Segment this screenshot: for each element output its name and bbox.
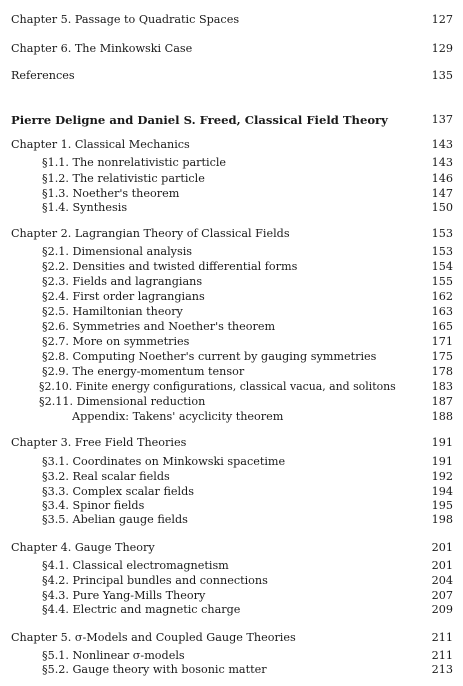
section-entry[interactable] (0, 364, 463, 380)
section-page: 155 (431, 275, 453, 288)
section-page: 162 (431, 290, 453, 303)
chapter-entry[interactable] (0, 226, 463, 242)
section-title: §2.1. Dimensional analysis (42, 245, 193, 258)
section-title: §2.7. More on symmetries (42, 335, 190, 348)
chapter-entry[interactable] (0, 137, 463, 153)
section-entry[interactable] (0, 259, 463, 275)
appendix-page: 188 (431, 410, 453, 423)
section-page: 147 (431, 187, 453, 200)
section-title: §1.3. Noether's theorem (42, 187, 180, 200)
section-page: 143 (431, 156, 453, 169)
section-page: 201 (431, 559, 453, 572)
part-heading[interactable] (0, 112, 463, 128)
part-page: 137 (431, 113, 453, 126)
section-title: §1.1. The nonrelativistic particle (42, 156, 227, 169)
section-entry[interactable] (0, 274, 463, 290)
section-page: 198 (431, 513, 453, 526)
section-page: 150 (431, 201, 453, 214)
section-page: 204 (431, 574, 453, 587)
toc-entry[interactable] (0, 68, 463, 84)
section-entry[interactable] (0, 155, 463, 171)
section-page: 175 (431, 350, 453, 363)
section-entry[interactable] (0, 379, 463, 395)
section-page: 163 (431, 305, 453, 318)
section-page: 171 (431, 335, 453, 348)
section-page: 191 (431, 455, 453, 468)
section-page: 183 (431, 380, 453, 393)
section-page: 211 (431, 649, 453, 662)
section-entry[interactable] (0, 304, 463, 320)
section-title: §3.2. Real scalar fields (42, 470, 170, 483)
section-page: 178 (431, 365, 453, 378)
section-page: 207 (431, 589, 453, 602)
chapter-title: Chapter 4. Gauge Theory (11, 541, 155, 554)
toc-entry-page: 127 (431, 13, 453, 26)
part-title: Pierre Deligne and Daniel S. Freed, Classical Field Theory (11, 113, 388, 127)
chapter-entry[interactable] (0, 540, 463, 556)
section-entry[interactable] (0, 244, 463, 260)
section-title: §4.2. Principal bundles and connections (42, 574, 268, 587)
chapter-entry[interactable] (0, 435, 463, 451)
section-entry[interactable] (0, 558, 463, 574)
toc-entry-page: 135 (431, 69, 453, 82)
section-entry[interactable] (0, 512, 463, 528)
section-entry[interactable] (0, 469, 463, 485)
section-title: §2.11. Dimensional reduction (39, 395, 206, 408)
appendix-title: Appendix: Takens' acyclicity theorem (72, 410, 284, 423)
section-page: 146 (431, 172, 453, 185)
section-page: 153 (431, 245, 453, 258)
chapter-page: 201 (431, 541, 453, 554)
section-entry[interactable] (0, 573, 463, 589)
section-title: §1.2. The relativistic particle (42, 172, 205, 185)
section-page: 194 (431, 485, 453, 498)
section-page: 213 (431, 663, 453, 676)
section-title: §5.1. Nonlinear σ-models (42, 649, 185, 662)
section-title: §2.5. Hamiltonian theory (42, 305, 183, 318)
section-entry[interactable] (0, 454, 463, 470)
section-title: §2.4. First order lagrangians (42, 290, 205, 303)
toc-entry-title: Chapter 6. The Minkowski Case (11, 42, 193, 55)
section-page: 154 (431, 260, 453, 273)
chapter-title: Chapter 1. Classical Mechanics (11, 138, 190, 151)
section-title: §4.1. Classical electromagnetism (42, 559, 229, 572)
section-title: §2.6. Symmetries and Noether's theorem (42, 320, 276, 333)
section-entry[interactable] (0, 349, 463, 365)
appendix-entry[interactable] (0, 409, 463, 425)
chapter-title: Chapter 5. σ-Models and Coupled Gauge Theories (11, 631, 296, 644)
section-page: 192 (431, 470, 453, 483)
section-title: §2.2. Densities and twisted differential forms (42, 260, 298, 273)
section-title: §4.3. Pure Yang-Mills Theory (42, 589, 206, 602)
section-title: §3.5. Abelian gauge fields (42, 513, 188, 526)
section-title: §2.9. The energy-momentum tensor (42, 365, 245, 378)
section-title: §3.4. Spinor fields (42, 499, 145, 512)
section-page: 209 (431, 603, 453, 616)
section-title: §2.8. Computing Noether's current by gauging symmetries (42, 350, 377, 363)
section-entry[interactable] (0, 200, 463, 216)
section-entry[interactable] (0, 394, 463, 410)
section-title: §3.3. Complex scalar fields (42, 485, 195, 498)
section-title: §2.10. Finite energy configurations, classical vacua, and solitons (39, 380, 396, 393)
section-entry[interactable] (0, 319, 463, 335)
toc-entry[interactable] (0, 12, 463, 28)
chapter-page: 153 (431, 227, 453, 240)
chapter-entry[interactable] (0, 630, 463, 646)
chapter-page: 143 (431, 138, 453, 151)
section-page: 165 (431, 320, 453, 333)
toc-entry[interactable] (0, 41, 463, 57)
chapter-title: Chapter 3. Free Field Theories (11, 436, 187, 449)
section-title: §1.4. Synthesis (42, 201, 128, 214)
toc-entry-title: References (11, 69, 75, 82)
section-entry[interactable] (0, 602, 463, 618)
toc-entry-page: 129 (431, 42, 453, 55)
section-entry[interactable] (0, 662, 463, 678)
section-title: §5.2. Gauge theory with bosonic matter (42, 663, 267, 676)
section-title: §4.4. Electric and magnetic charge (42, 603, 241, 616)
section-page: 195 (431, 499, 453, 512)
chapter-page: 211 (431, 631, 453, 644)
section-entry[interactable] (0, 334, 463, 350)
chapter-page: 191 (431, 436, 453, 449)
section-title: §3.1. Coordinates on Minkowski spacetime (42, 455, 286, 468)
chapter-title: Chapter 2. Lagrangian Theory of Classical Fields (11, 227, 290, 240)
section-title: §2.3. Fields and lagrangians (42, 275, 203, 288)
section-entry[interactable] (0, 289, 463, 305)
toc-entry-title: Chapter 5. Passage to Quadratic Spaces (11, 13, 240, 26)
section-entry[interactable] (0, 171, 463, 187)
section-page: 187 (431, 395, 453, 408)
